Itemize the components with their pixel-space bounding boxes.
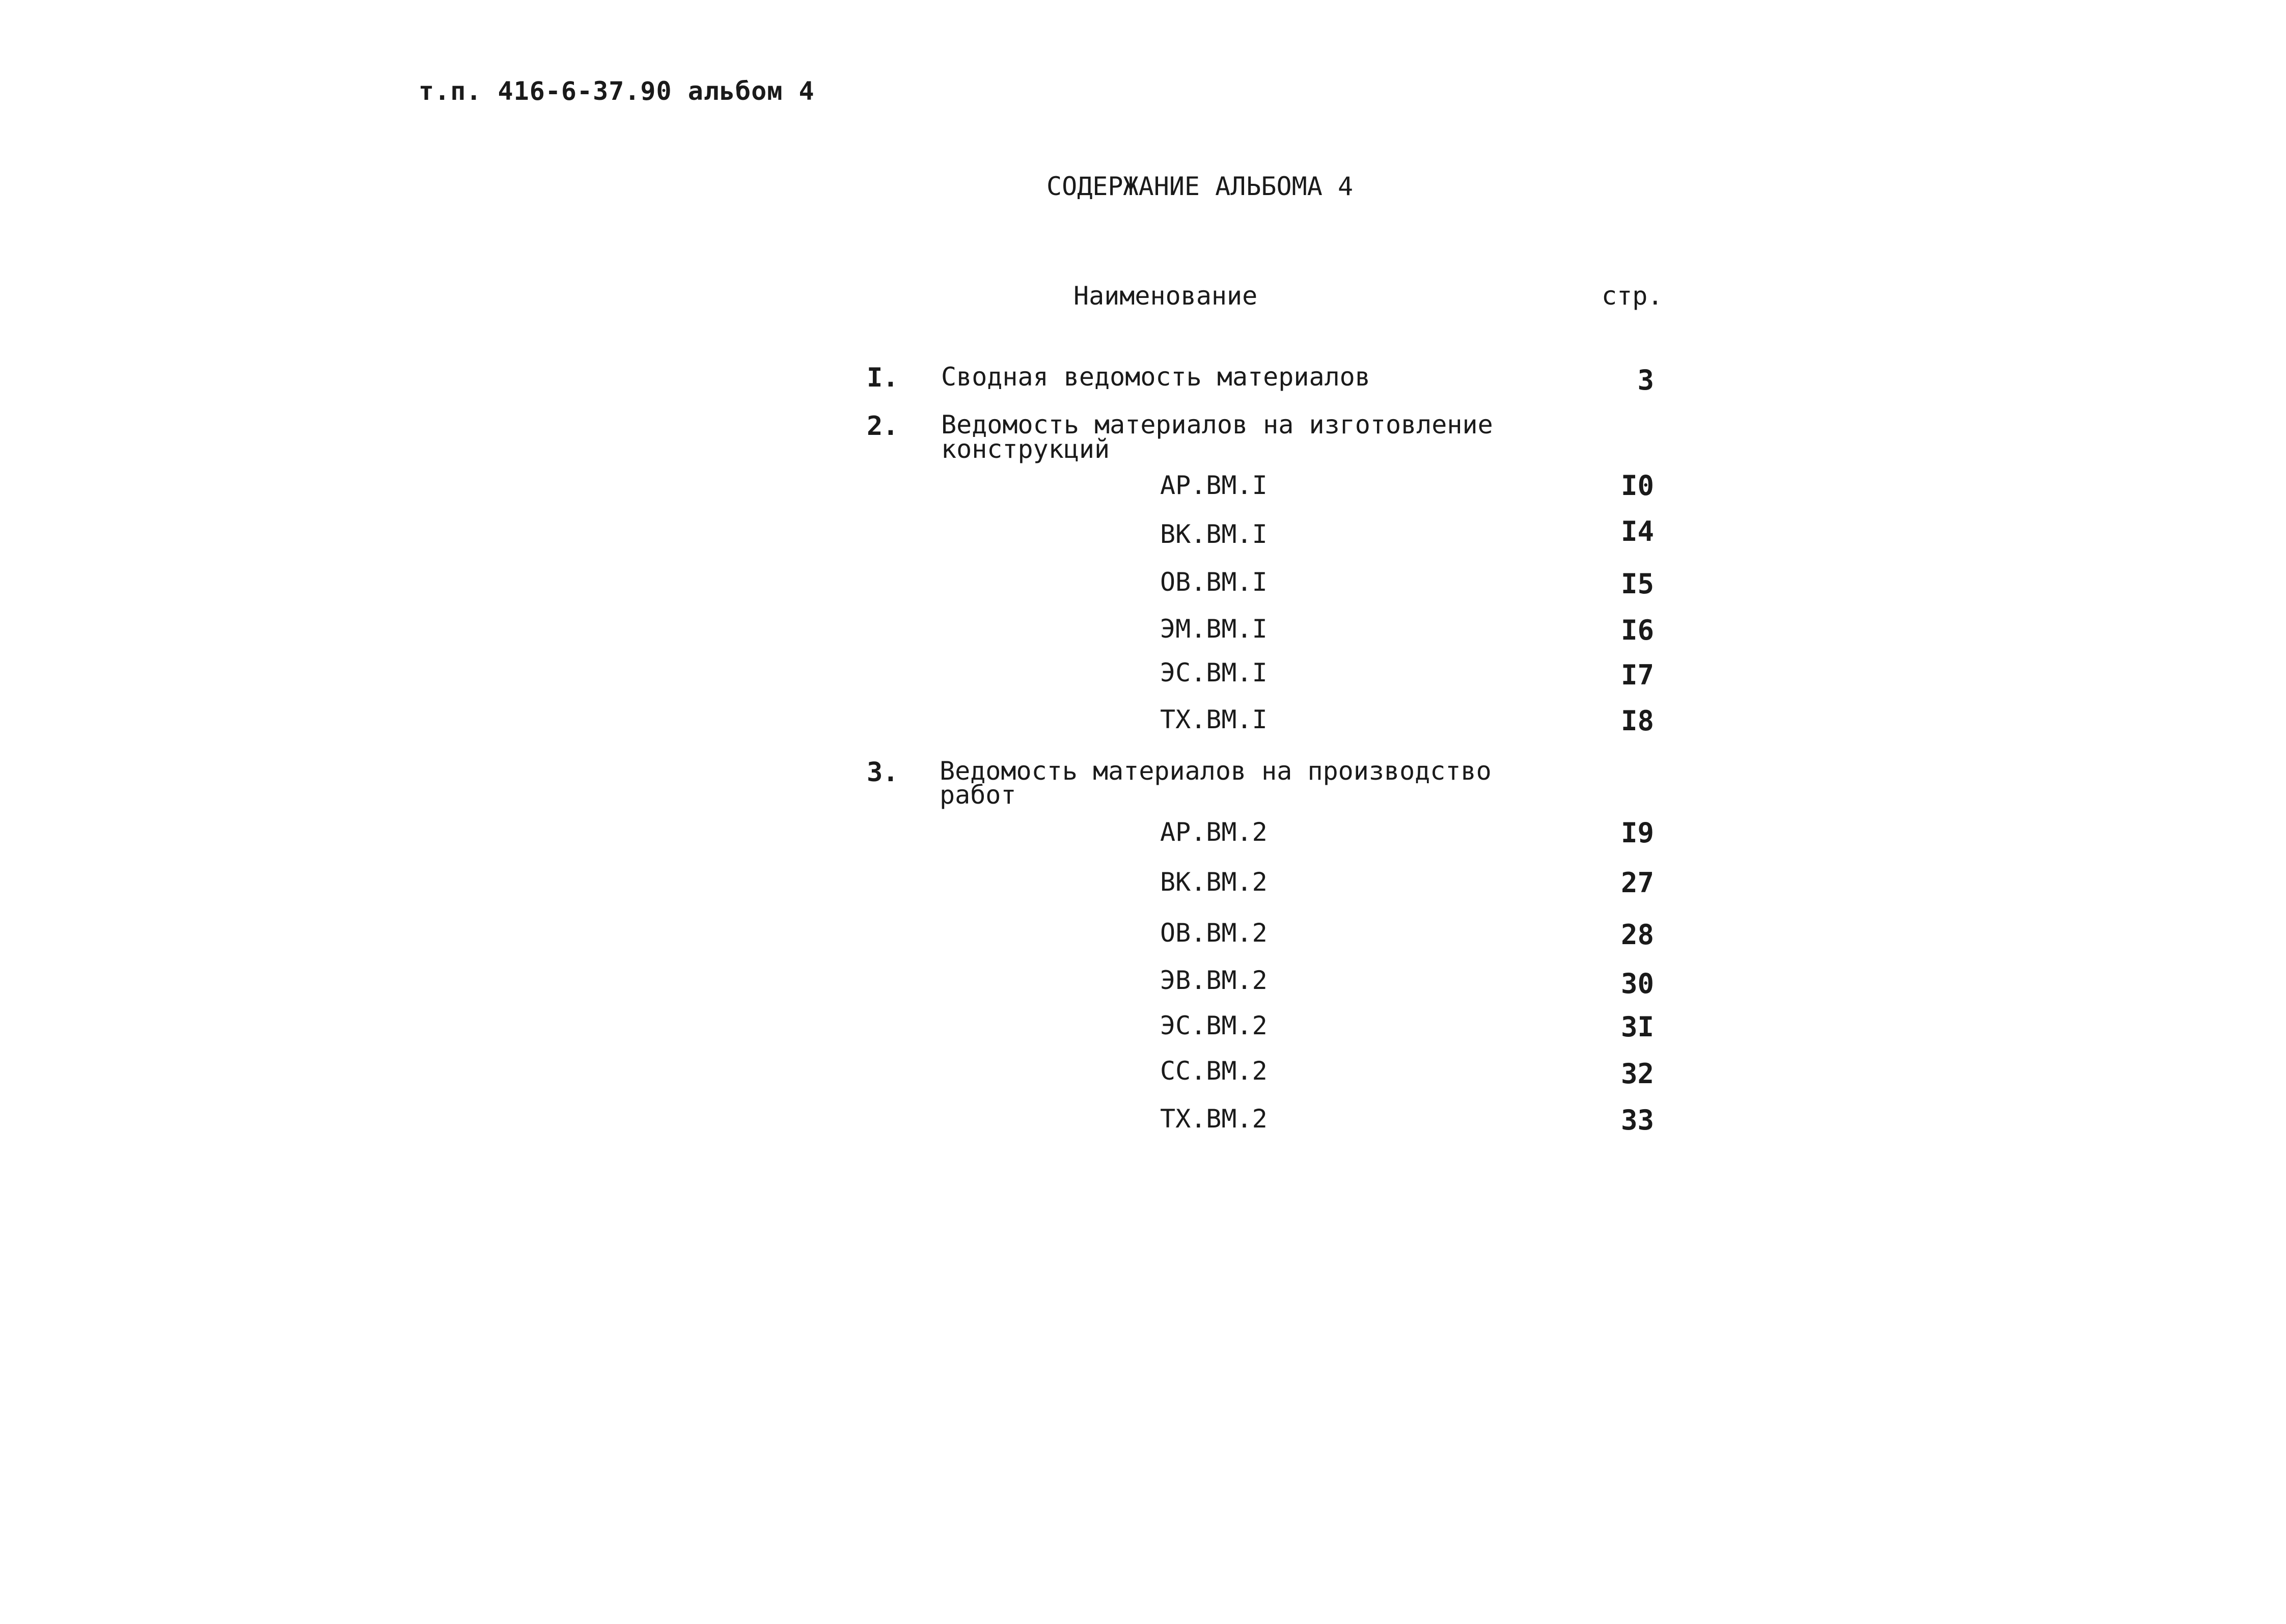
section-title-cont: работ bbox=[940, 780, 1016, 810]
section-page: 3 bbox=[1637, 364, 1654, 396]
list-item-code: ЭМ.ВМ.I bbox=[1160, 614, 1268, 644]
section-title: Ведомость материалов на производство bbox=[940, 756, 1492, 786]
list-item-page: 28 bbox=[1620, 919, 1654, 951]
list-item-page: 27 bbox=[1620, 867, 1654, 899]
column-header-page: стр. bbox=[1602, 281, 1663, 311]
document-reference: т.п. 416-6-37.90 альбом 4 bbox=[419, 76, 815, 106]
list-item-code: ЭС.ВМ.2 bbox=[1160, 1011, 1268, 1040]
list-item-page: I7 bbox=[1620, 659, 1654, 691]
list-item-code: ТХ.ВМ.I bbox=[1160, 705, 1268, 734]
list-item-page: I8 bbox=[1620, 705, 1654, 737]
list-item-code: СС.ВМ.2 bbox=[1160, 1056, 1268, 1086]
list-item-code: ОВ.ВМ.2 bbox=[1160, 918, 1268, 948]
section-number: 3. bbox=[867, 757, 899, 788]
page-title: СОДЕРЖАНИЕ АЛЬБОМА 4 bbox=[1046, 172, 1354, 201]
section-title-cont: конструкций bbox=[941, 434, 1110, 464]
list-item-code: ВК.ВМ.2 bbox=[1160, 867, 1268, 897]
list-item-page: I0 bbox=[1620, 470, 1654, 502]
list-item-page: I4 bbox=[1620, 515, 1654, 547]
list-item-code: АР.ВМ.2 bbox=[1160, 817, 1268, 847]
section-title: Сводная ведомость материалов bbox=[941, 362, 1370, 392]
list-item-page: 32 bbox=[1620, 1058, 1654, 1090]
list-item-page: 30 bbox=[1620, 968, 1654, 1000]
list-item-code: АР.ВМ.I bbox=[1160, 471, 1268, 500]
list-item-code: ТХ.ВМ.2 bbox=[1160, 1104, 1268, 1134]
column-header-name: Наименование bbox=[1073, 281, 1258, 311]
list-item-page: 3I bbox=[1620, 1011, 1654, 1043]
list-item-code: ОВ.ВМ.I bbox=[1160, 567, 1268, 597]
list-item-page: I5 bbox=[1620, 568, 1654, 600]
list-item-code: ЭВ.ВМ.2 bbox=[1160, 966, 1268, 995]
list-item-code: ВК.ВМ.I bbox=[1160, 519, 1268, 549]
section-number: 2. bbox=[867, 411, 899, 442]
list-item-page: I6 bbox=[1620, 614, 1654, 646]
list-item-page: 33 bbox=[1620, 1104, 1654, 1136]
section-number: I. bbox=[867, 363, 899, 393]
section-title: Ведомость материалов на изготовление bbox=[941, 410, 1493, 439]
list-item-code: ЭС.ВМ.I bbox=[1160, 658, 1268, 687]
list-item-page: I9 bbox=[1620, 817, 1654, 849]
